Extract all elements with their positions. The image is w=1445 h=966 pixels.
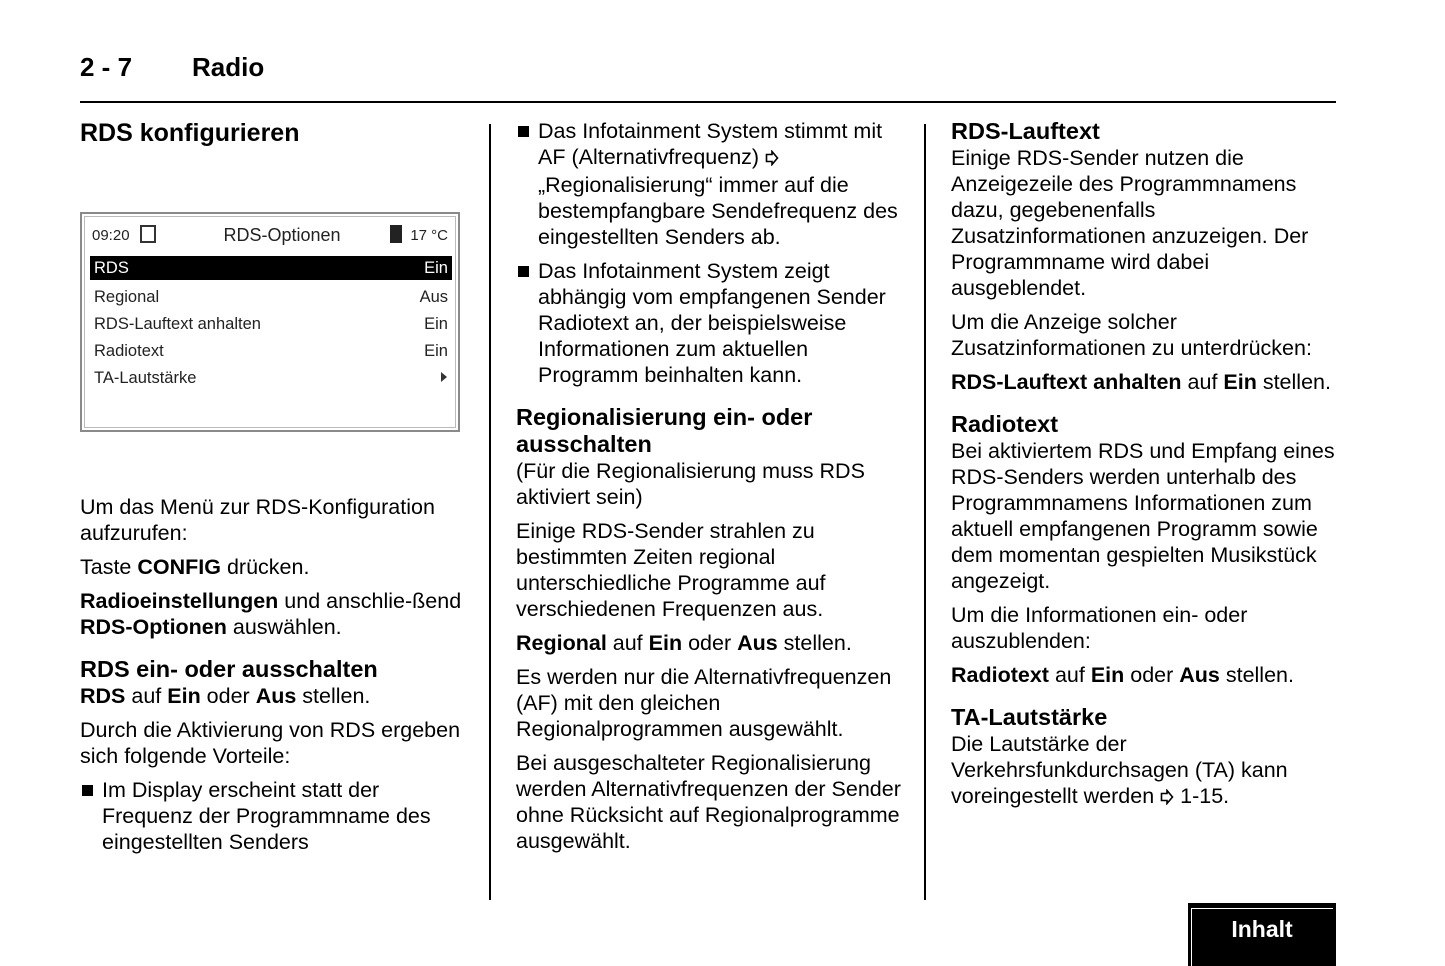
bullet-square-icon: [518, 266, 529, 277]
bullet-item: Das Infotainment System zeigt abhängig vom empfangenen Sender Radiotext an, der beispielsweise Informationen zum aktuellen Programm beinhalten kann.: [516, 258, 908, 388]
menu-row-label: RDS: [94, 259, 129, 277]
menu-row-value: Ein: [424, 259, 448, 277]
submenu-arrow-icon: [440, 365, 448, 391]
paragraph: Einige RDS-Sender strahlen zu bestimmten Zeiten regional unterschiedliche Programme auf verschiedenen Frequenzen aus.: [516, 519, 826, 621]
page-number: 2 - 7: [80, 52, 133, 82]
cross-reference-arrow-icon: [1160, 785, 1174, 811]
bullet-square-icon: [518, 126, 529, 137]
paragraph: RDS auf Ein oder Aus stellen.: [80, 684, 371, 708]
subsection-heading: Radiotext: [951, 411, 1059, 437]
paragraph: Um das Menü zur RDS-Konfiguration aufzurufen:: [80, 495, 435, 545]
display-screenshot: [80, 212, 460, 432]
menu-row-label: Radiotext: [94, 342, 164, 360]
menu-row-ta: [90, 365, 452, 392]
menu-row-label: TA-Lautstärke: [94, 369, 197, 387]
menu-row-label: RDS-Lauftext anhalten: [94, 315, 261, 333]
menu-row-value: Ein: [424, 342, 448, 360]
paragraph: Durch die Aktivierung von RDS ergeben sich folgende Vorteile:: [80, 718, 461, 768]
section-heading: RDS konfigurieren: [80, 119, 300, 147]
display-status-bar: [92, 224, 450, 248]
display-menu: [90, 256, 452, 392]
display-title: RDS-Optionen: [223, 225, 341, 245]
contents-button[interactable]: [1188, 903, 1336, 966]
bullet-item: Das Infotainment System stimmt mit AF (Alternativfrequenz) „Regionalisierung“ immer auf die bestempfangbare Sendefrequenz des eingestellten Senders ab.: [516, 118, 908, 250]
paragraph: Um die Anzeige solcher Zusatzinformationen zu unterdrücken:: [951, 310, 1312, 360]
cross-reference-arrow-icon: [765, 146, 779, 172]
column-separator: [489, 124, 491, 900]
display-temperature: 17 °C: [410, 227, 448, 244]
menu-row-rds: [90, 256, 452, 280]
thermometer-icon: [390, 225, 402, 243]
paragraph: Radiotext auf Ein oder Aus stellen.: [951, 663, 1294, 687]
column-3: [951, 118, 1345, 819]
paragraph: Radioeinstellungen und anschlie-ßend RDS-Optionen auswählen.: [80, 589, 462, 639]
subsection-heading: TA-Lautstärke: [951, 704, 1108, 730]
bullet-item: Im Display erscheint statt der Frequenz der Programmname des eingestellten Senders: [80, 777, 472, 855]
column-1: [80, 118, 472, 863]
menu-row-label: Regional: [94, 288, 160, 306]
subsection-heading: Regionalisierung ein- oder ausschalten: [516, 404, 813, 457]
paragraph: Um die Informationen ein- oder auszublenden:: [951, 603, 1248, 653]
contents-button-label: Inhalt: [1231, 916, 1293, 942]
paragraph: Bei aktiviertem RDS und Empfang eines RDS-Senders werden unterhalb des Programmnamens Informationen zum aktuell empfangenen Programm sowie dem momentan gespielten Musikstück angezeigt.: [951, 439, 1335, 593]
paragraph: Einige RDS-Sender nutzen die Anzeigezeile des Programmnamens dazu, gegebenenfalls Zusatzinformationen anzuzeigen. Der Programmname wird dabei ausgeblendet.: [951, 146, 1309, 300]
column-separator: [924, 124, 926, 900]
paragraph: (Für die Regionalisierung muss RDS aktiviert sein): [516, 459, 865, 509]
subsection-heading: RDS-Lauftext: [951, 118, 1100, 144]
paragraph: Bei ausgeschalteter Regionalisierung werden Alternativfrequenzen der Sender ohne Rücksicht auf Regionalprogramme ausgewählt.: [516, 751, 901, 853]
menu-row-lauftext: [90, 311, 452, 338]
clock-icon: [140, 225, 156, 243]
paragraph: Taste CONFIG drücken.: [80, 555, 310, 579]
menu-row-regional: [90, 284, 452, 311]
menu-row-radiotext: [90, 338, 452, 365]
display-time: 09:20: [92, 227, 130, 244]
menu-row-value: Ein: [424, 315, 448, 333]
menu-row-value: Aus: [419, 288, 448, 306]
bullet-square-icon: [82, 785, 93, 796]
paragraph: Regional auf Ein oder Aus stellen.: [516, 631, 852, 655]
column-2: [516, 118, 908, 862]
paragraph: Die Lautstärke der Verkehrsfunkdurchsagen (TA) kann voreingestellt werden 1-15.: [951, 731, 1345, 811]
chapter-title: Radio: [192, 52, 265, 82]
header-rule: [80, 101, 1336, 103]
paragraph: Es werden nur die Alternativfrequenzen (AF) mit den gleichen Regionalprogrammen ausgewählt.: [516, 665, 892, 741]
subsection-heading: RDS ein- oder ausschalten: [80, 656, 378, 682]
paragraph: RDS-Lauftext anhalten auf Ein stellen.: [951, 370, 1331, 394]
